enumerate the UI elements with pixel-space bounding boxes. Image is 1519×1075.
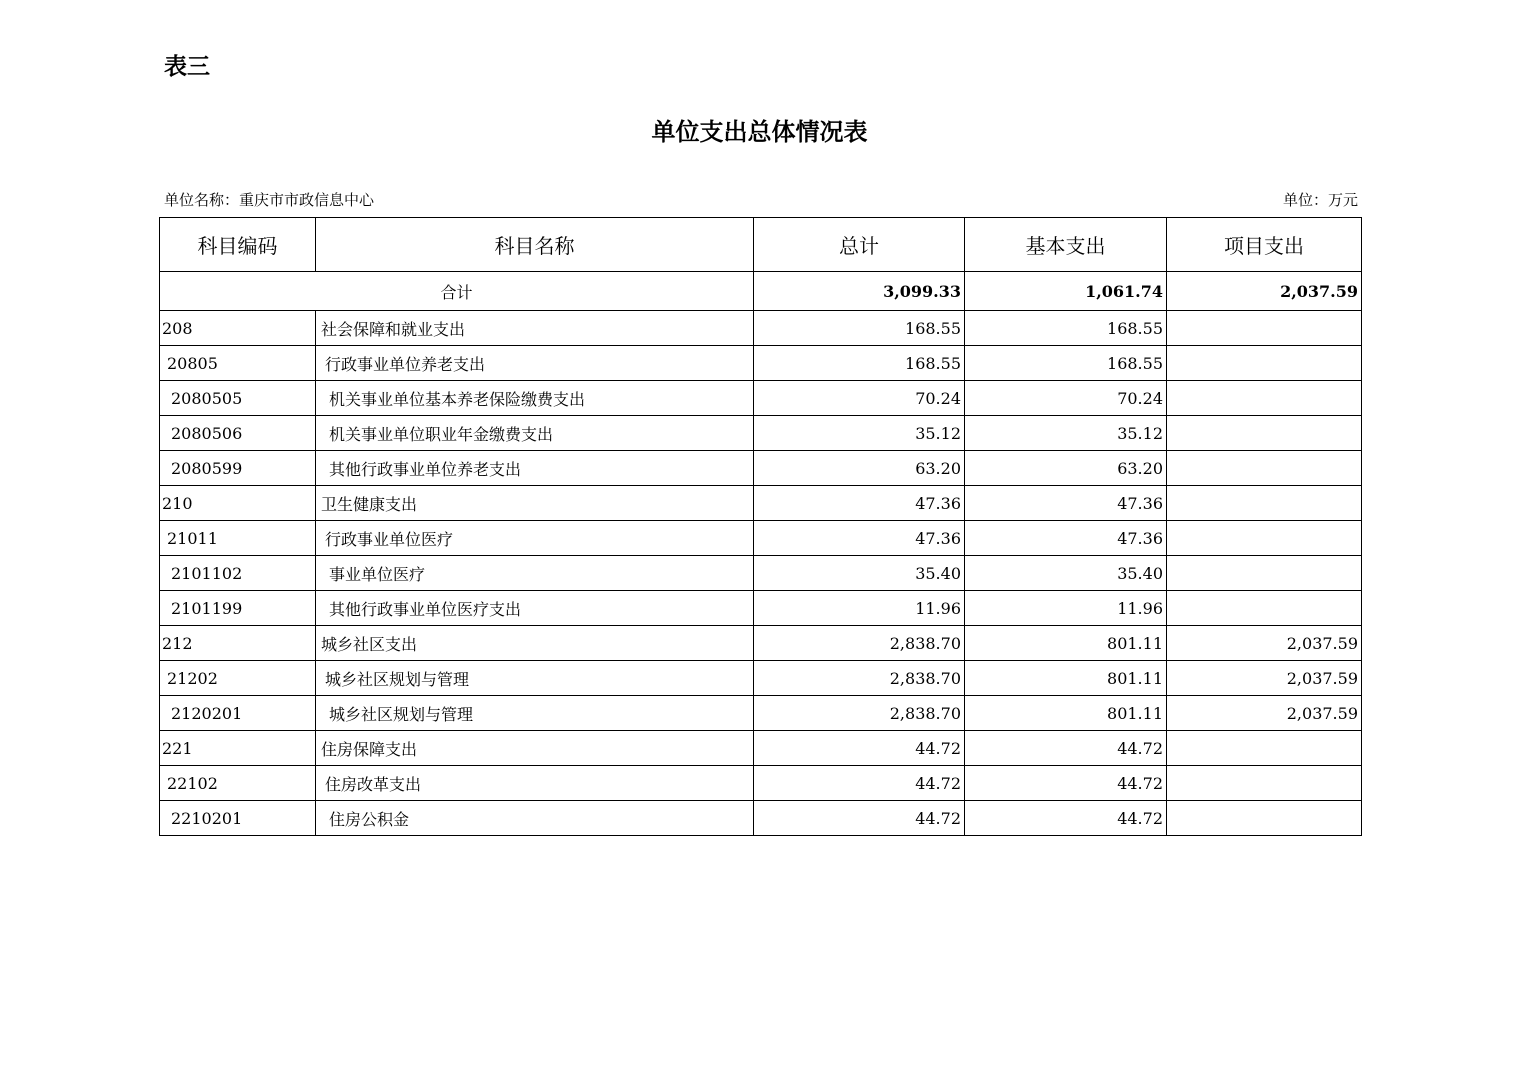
row-name: 行政事业单位医疗 bbox=[316, 521, 754, 556]
row-total: 44.72 bbox=[754, 766, 965, 801]
row-code: 208 bbox=[160, 311, 316, 346]
summary-project: 2,037.59 bbox=[1167, 272, 1362, 311]
table-row bbox=[160, 311, 1362, 346]
row-basic: 44.72 bbox=[965, 766, 1167, 801]
table-row bbox=[160, 346, 1362, 381]
row-name: 其他行政事业单位养老支出 bbox=[316, 451, 754, 486]
document-title: 单位支出总体情况表 bbox=[651, 117, 868, 146]
header-project: 项目支出 bbox=[1167, 218, 1362, 272]
row-code: 21202 bbox=[160, 661, 316, 696]
row-code: 2080599 bbox=[160, 451, 316, 486]
header-total: 总计 bbox=[754, 218, 965, 272]
table-row bbox=[160, 731, 1362, 766]
row-name: 机关事业单位基本养老保险缴费支出 bbox=[316, 381, 754, 416]
header-code: 科目编码 bbox=[160, 218, 316, 272]
row-basic: 801.11 bbox=[965, 626, 1167, 661]
table-row bbox=[160, 591, 1362, 626]
row-total: 44.72 bbox=[754, 731, 965, 766]
row-code: 212 bbox=[160, 626, 316, 661]
table-row bbox=[160, 521, 1362, 556]
table-row bbox=[160, 486, 1362, 521]
row-total: 70.24 bbox=[754, 381, 965, 416]
row-basic: 35.40 bbox=[965, 556, 1167, 591]
meta-row bbox=[164, 189, 1358, 210]
row-total: 47.36 bbox=[754, 486, 965, 521]
row-code: 2120201 bbox=[160, 696, 316, 731]
row-basic: 63.20 bbox=[965, 451, 1167, 486]
row-code: 2080505 bbox=[160, 381, 316, 416]
table-row bbox=[160, 766, 1362, 801]
table-row bbox=[160, 626, 1362, 661]
table-row bbox=[160, 661, 1362, 696]
row-total: 47.36 bbox=[754, 521, 965, 556]
summary-total: 3,099.33 bbox=[754, 272, 965, 311]
row-total: 63.20 bbox=[754, 451, 965, 486]
row-name: 社会保障和就业支出 bbox=[316, 311, 754, 346]
row-name: 住房保障支出 bbox=[316, 731, 754, 766]
row-project bbox=[1167, 766, 1362, 801]
table-label: 表三 bbox=[164, 54, 210, 80]
row-code: 21011 bbox=[160, 521, 316, 556]
row-project bbox=[1167, 416, 1362, 451]
row-project bbox=[1167, 346, 1362, 381]
row-name: 住房改革支出 bbox=[316, 766, 754, 801]
row-project bbox=[1167, 521, 1362, 556]
table-row bbox=[160, 381, 1362, 416]
row-total: 2,838.70 bbox=[754, 696, 965, 731]
table-row bbox=[160, 801, 1362, 836]
row-basic: 11.96 bbox=[965, 591, 1167, 626]
row-code: 221 bbox=[160, 731, 316, 766]
row-basic: 44.72 bbox=[965, 731, 1167, 766]
row-code: 22102 bbox=[160, 766, 316, 801]
row-project bbox=[1167, 731, 1362, 766]
row-total: 2,838.70 bbox=[754, 661, 965, 696]
row-code: 20805 bbox=[160, 346, 316, 381]
row-name: 事业单位医疗 bbox=[316, 556, 754, 591]
row-code: 2080506 bbox=[160, 416, 316, 451]
row-total: 168.55 bbox=[754, 346, 965, 381]
row-project: 2,037.59 bbox=[1167, 661, 1362, 696]
row-project: 2,037.59 bbox=[1167, 626, 1362, 661]
row-project bbox=[1167, 801, 1362, 836]
row-basic: 70.24 bbox=[965, 381, 1167, 416]
row-code: 210 bbox=[160, 486, 316, 521]
row-name: 机关事业单位职业年金缴费支出 bbox=[316, 416, 754, 451]
expenditure-table bbox=[159, 217, 1362, 836]
header-row bbox=[160, 218, 1362, 272]
unit-label: 单位：万元 bbox=[1282, 191, 1358, 209]
row-basic: 35.12 bbox=[965, 416, 1167, 451]
row-total: 168.55 bbox=[754, 311, 965, 346]
table-row bbox=[160, 451, 1362, 486]
row-name: 城乡社区规划与管理 bbox=[316, 661, 754, 696]
row-project bbox=[1167, 486, 1362, 521]
table-row bbox=[160, 416, 1362, 451]
row-basic: 47.36 bbox=[965, 486, 1167, 521]
row-total: 44.72 bbox=[754, 801, 965, 836]
row-code: 2210201 bbox=[160, 801, 316, 836]
header-name: 科目名称 bbox=[316, 218, 754, 272]
row-total: 35.12 bbox=[754, 416, 965, 451]
summary-label: 合计 bbox=[160, 272, 754, 311]
row-basic: 168.55 bbox=[965, 311, 1167, 346]
row-project bbox=[1167, 381, 1362, 416]
summary-basic: 1,061.74 bbox=[965, 272, 1167, 311]
row-basic: 168.55 bbox=[965, 346, 1167, 381]
row-basic: 801.11 bbox=[965, 661, 1167, 696]
row-name: 城乡社区规划与管理 bbox=[316, 696, 754, 731]
row-code: 2101199 bbox=[160, 591, 316, 626]
row-name: 城乡社区支出 bbox=[316, 626, 754, 661]
row-project bbox=[1167, 591, 1362, 626]
row-basic: 44.72 bbox=[965, 801, 1167, 836]
row-project bbox=[1167, 451, 1362, 486]
row-name: 卫生健康支出 bbox=[316, 486, 754, 521]
row-total: 11.96 bbox=[754, 591, 965, 626]
row-total: 35.40 bbox=[754, 556, 965, 591]
unit-name: 单位名称：重庆市市政信息中心 bbox=[164, 191, 375, 209]
row-basic: 47.36 bbox=[965, 521, 1167, 556]
table-row bbox=[160, 556, 1362, 591]
row-project bbox=[1167, 556, 1362, 591]
row-name: 行政事业单位养老支出 bbox=[316, 346, 754, 381]
row-basic: 801.11 bbox=[965, 696, 1167, 731]
table-row bbox=[160, 696, 1362, 731]
row-name: 住房公积金 bbox=[316, 801, 754, 836]
row-code: 2101102 bbox=[160, 556, 316, 591]
summary-row bbox=[160, 272, 1362, 311]
row-name: 其他行政事业单位医疗支出 bbox=[316, 591, 754, 626]
row-project: 2,037.59 bbox=[1167, 696, 1362, 731]
row-project bbox=[1167, 311, 1362, 346]
header-basic: 基本支出 bbox=[965, 218, 1167, 272]
row-total: 2,838.70 bbox=[754, 626, 965, 661]
